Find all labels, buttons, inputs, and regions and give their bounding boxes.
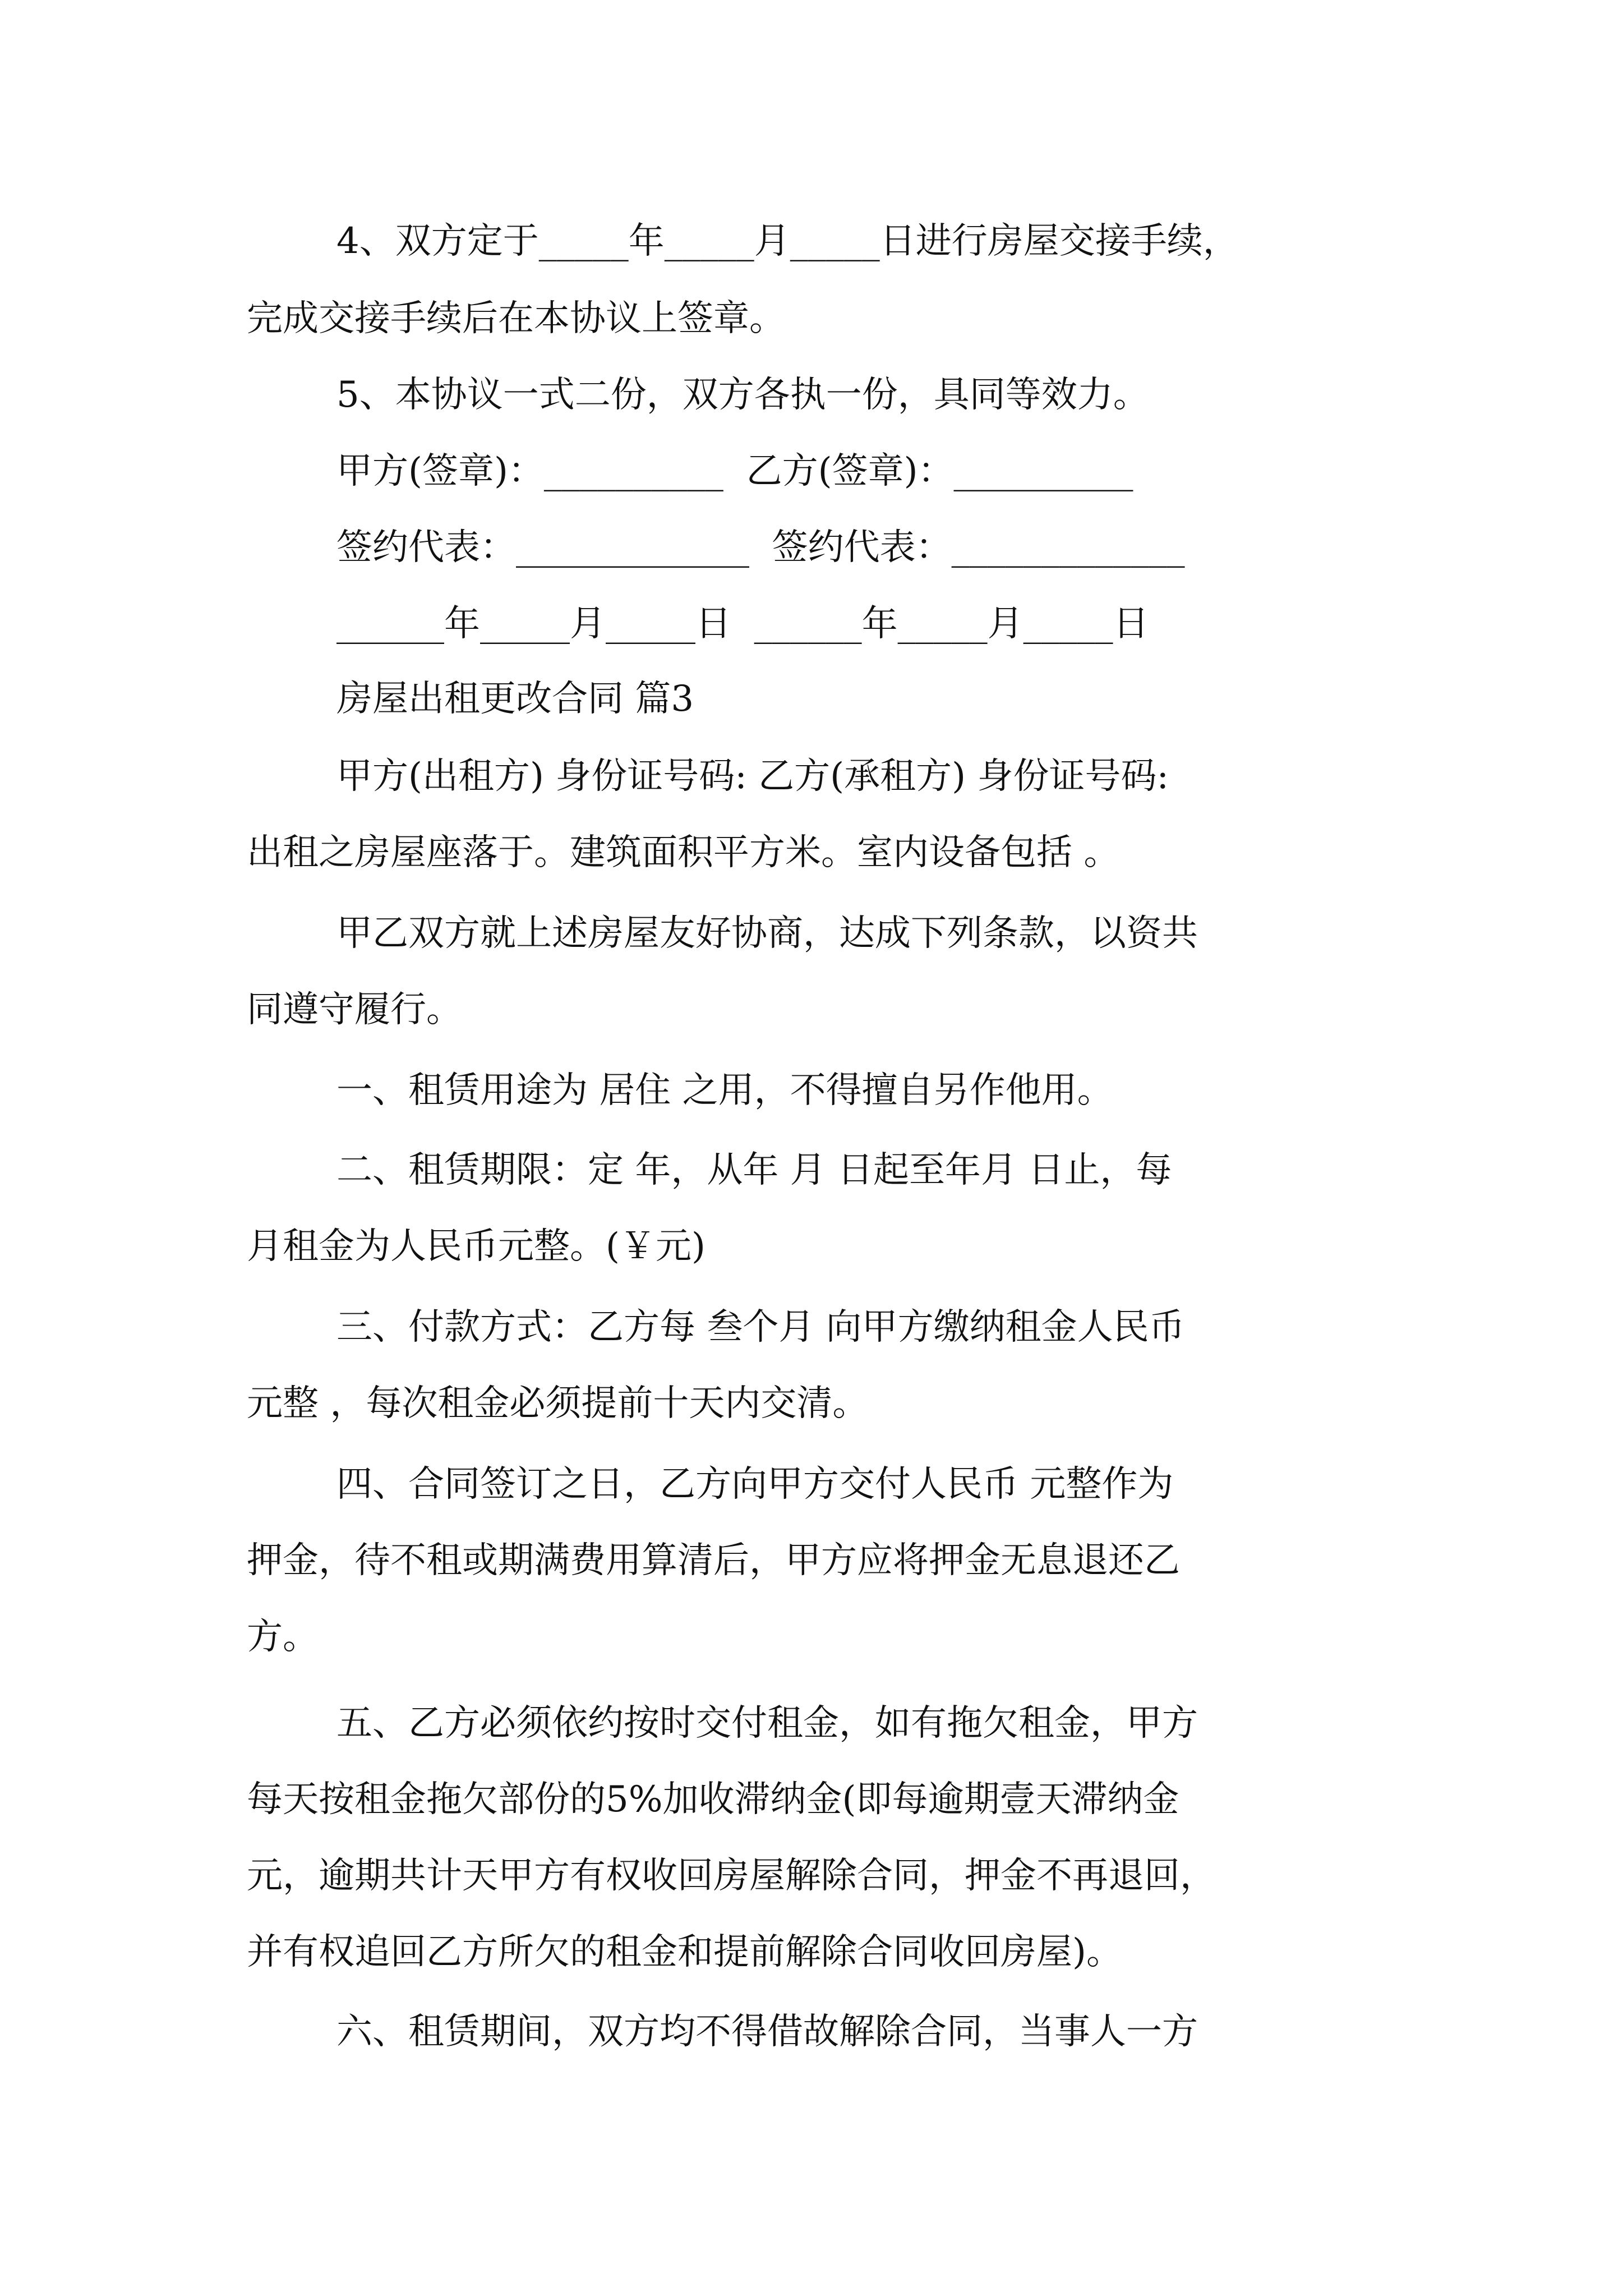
clause-six-line-1: 六、租赁期间，双方均不得借故解除合同，当事人一方 [336,2011,1198,2053]
preamble-line-2: 同遵守履行。 [247,989,462,1030]
clause-five-line-1: 五、乙方必须依约按时交付租金，如有拖欠租金，甲方 [336,1703,1198,1744]
signature-parties: 甲方(签章)：__________ 乙方(签章)：__________ [336,450,1133,492]
clause-four-line-3: 方。 [247,1616,319,1658]
clause-four-line-2: 押金，待不租或期满费用算清后，甲方应将押金无息退还乙 [247,1540,1180,1581]
parties-line-2: 出租之房屋座落于。建筑面积平方米。室内设备包括 。 [247,832,1120,873]
clause-five-line-4: 并有权追回乙方所欠的租金和提前解除合同收回房屋)。 [247,1931,1122,1973]
clause-two-line-1: 二、租赁期限：定 年，从年 月 日起至年月 日止，每 [336,1149,1172,1191]
clause-two-line-2: 月租金为人民币元整。(￥元) [247,1226,706,1267]
preamble-line-1: 甲乙双方就上述房屋友好协商，达成下列条款，以资共 [336,913,1198,954]
clause-4-line-2: 完成交接手续后在本协议上签章。 [247,298,785,339]
clause-five-line-3: 元，逾期共计天甲方有权收回房屋解除合同，押金不再退回， [247,1855,1216,1897]
clause-four-line-1: 四、合同签订之日，乙方向甲方交付人民币 元整作为 [336,1464,1174,1505]
signature-dates: ______年_____月_____日 ______年_____月_____日 [336,603,1149,645]
clause-five-line-2: 每天按租金拖欠部份的5%加收滞纳金(即每逾期壹天滞纳金 [247,1779,1179,1820]
clause-4-line-1: 4、双方定于_____年_____月_____日进行房屋交接手续， [336,220,1239,262]
signature-representatives: 签约代表：_____________ 签约代表：_____________ [336,527,1185,568]
clause-three-line-1: 三、付款方式：乙方每 叁个月 向甲方缴纳租金人民币 [336,1306,1185,1348]
clause-one: 一、租赁用途为 居住 之用，不得擅自另作他用。 [336,1070,1113,1111]
section-title: 房屋出租更改合同 篇3 [336,678,694,720]
parties-line-1: 甲方(出租方) 身份证号码: 乙方(承租方) 身份证号码: [336,756,1169,797]
clause-5: 5、本协议一式二份，双方各执一份，具同等效力。 [336,374,1149,416]
clause-three-line-2: 元整 ，每次租金必须提前十天内交清。 [247,1383,869,1424]
